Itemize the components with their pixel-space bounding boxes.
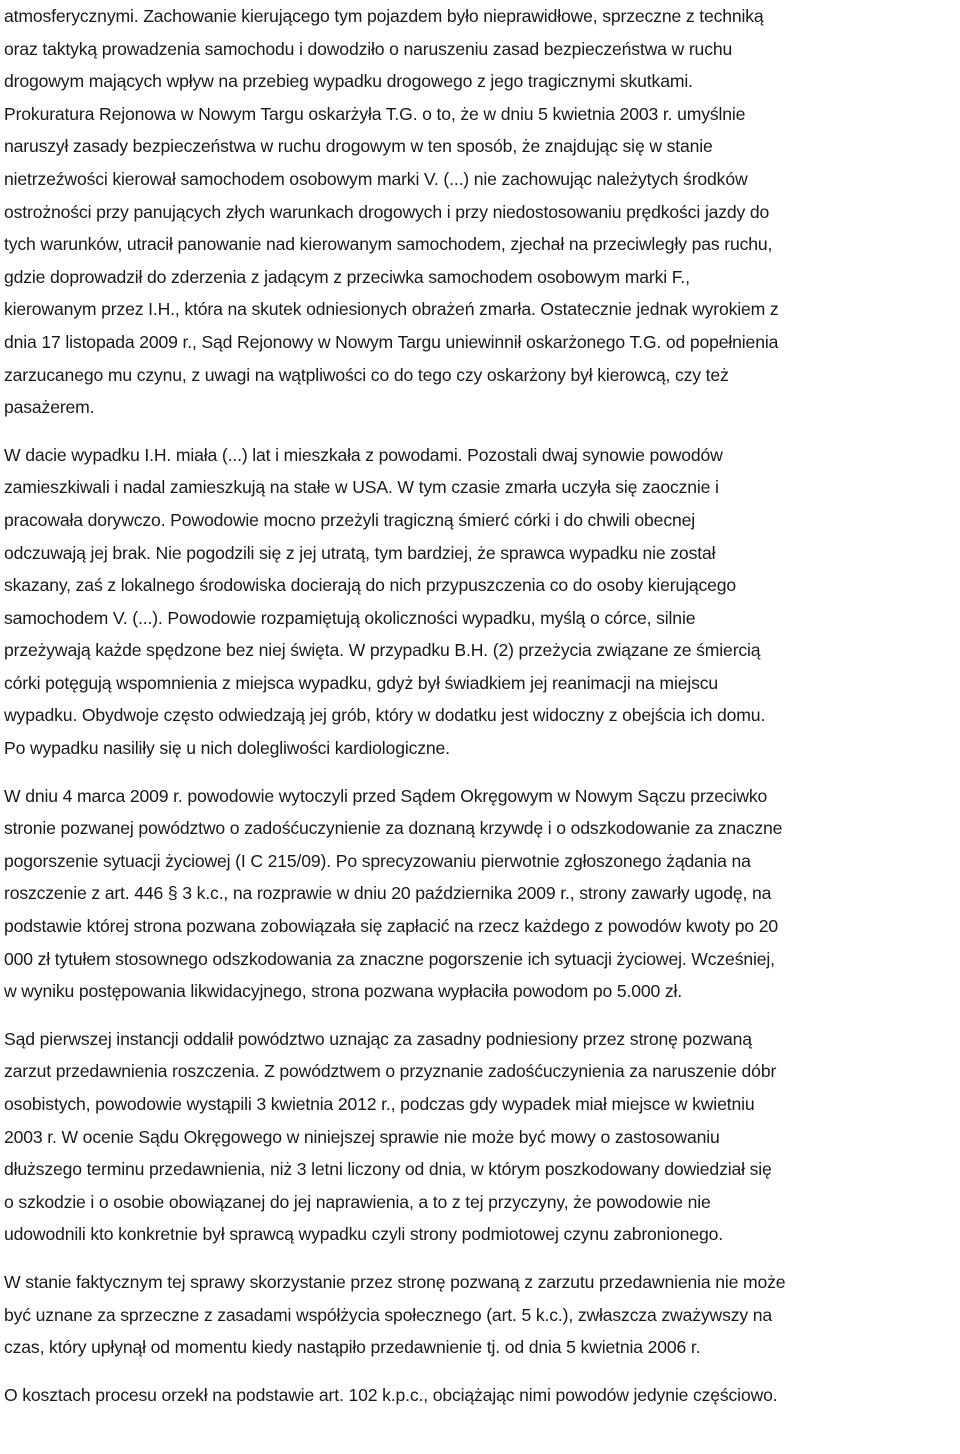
text-line: W dacie wypadku I.H. miała (...) lat i mieszkała z powodami. Pozostali dwaj synowie powodów bbox=[4, 444, 723, 465]
text-line: czas, który upłynął od momentu kiedy nastąpiło przedawnienie tj. od dnia 5 kwietnia 2006 r. bbox=[4, 1337, 701, 1358]
paragraph-gap bbox=[4, 1251, 954, 1266]
text-line: gdzie doprowadził do zderzenia z jadącym z przeciwka samochodem osobowym marki F., bbox=[4, 266, 690, 287]
paragraph-gap bbox=[4, 1364, 954, 1379]
text-line: zamieszkiwali i nadal zamieszkują na stałe w USA. W tym czasie zmarła uczyła się zaocznie i bbox=[4, 477, 719, 498]
text-line: pracowała dorywczo. Powodowie mocno przeżyli tragiczną śmierć córki i do chwili obecnej bbox=[4, 509, 695, 530]
text-line: W dniu 4 marca 2009 r. powodowie wytoczyli przed Sądem Okręgowym w Nowym Sączu przeciwko bbox=[4, 785, 768, 806]
paragraph-gap bbox=[4, 765, 954, 780]
text-line: tych warunków, utracił panowanie nad kierowanym samochodem, zjechał na przeciwległy pas ruchu, bbox=[4, 234, 773, 255]
text-line: dłuższego terminu przedawnienia, niż 3 letni liczony od dnia, w którym poszkodowany dowiedział się bbox=[4, 1159, 772, 1180]
text-line: atmosferycznymi. Zachowanie kierującego tym pojazdem było nieprawidłowe, sprzeczne z techniką bbox=[4, 6, 764, 26]
text-line: samochodem V. (...). Powodowie rozpamiętują okoliczności wypadku, myślą o córce, silnie bbox=[4, 607, 696, 628]
text-line: przeżywają każde spędzone bez niej święta. W przypadku B.H. (2) przeżycia związane ze śmiercią bbox=[4, 640, 761, 661]
text-line: oraz taktyką prowadzenia samochodu i dowodziło o naruszeniu zasad bezpieczeństwa w ruchu bbox=[4, 38, 733, 59]
paragraph-gap bbox=[4, 424, 954, 439]
text-line: pasażerem. bbox=[4, 397, 95, 418]
paragraph-2 bbox=[4, 439, 954, 765]
text-line: wypadku. Obydwoje często odwiedzają jej grób, który w dodatku jest widoczny z obejścia ich domu. bbox=[4, 705, 766, 726]
text-line: córki potęgują wspomnienia z miejsca wypadku, gdyż był świadkiem jej reanimacji na miejscu bbox=[4, 672, 719, 693]
text-line: skazany, zaś z lokalnego środowiska docierają do nich przypuszczenia co do osoby kierującego bbox=[4, 575, 737, 596]
text-line: dnia 17 listopada 2009 r., Sąd Rejonowy w Nowym Targu uniewinnił oskarżonego T.G. od popełnienia bbox=[4, 331, 779, 352]
text-line: zarzut przedawnienia roszczenia. Z powództwem o przyznanie zadośćuczynienia za naruszenie dóbr bbox=[4, 1061, 777, 1082]
document-page bbox=[4, 0, 954, 1411]
text-line: stronie pozwanej powództwo o zadośćuczynienie za doznaną krzywdę i o odszkodowanie za znaczne bbox=[4, 818, 783, 839]
text-line: Sąd pierwszej instancji oddalił powództwo uznając za zasadny podniesiony przez stronę pozwaną bbox=[4, 1028, 752, 1049]
text-line: naruszył zasady bezpieczeństwa w ruchu drogowym w ten sposób, że znajdując się w stanie bbox=[4, 136, 713, 157]
text-line: roszczenie z art. 446 § 3 k.c., na rozprawie w dniu 20 października 2009 r., strony zawarły ugodę, na bbox=[4, 883, 772, 904]
text-line: pogorszenie sytuacji życiowej (I C 215/09). Po sprecyzowaniu pierwotnie zgłoszonego żądania na bbox=[4, 850, 751, 871]
text-line: 000 zł tytułem stosownego odszkodowania za znaczne pogorszenie ich sytuacji życiowej. Wcześniej, bbox=[4, 948, 775, 969]
text-line: Po wypadku nasiliły się u nich dolegliwości kardiologiczne. bbox=[4, 738, 450, 759]
text-line: w wyniku postępowania likwidacyjnego, strona pozwana wypłaciła powodom po 5.000 zł. bbox=[4, 981, 683, 1002]
paragraph-6 bbox=[4, 1379, 954, 1412]
text-line: osobistych, powodowie wystąpili 3 kwietnia 2012 r., podczas gdy wypadek miał miejsce w kwietniu bbox=[4, 1094, 755, 1114]
text-line: O kosztach procesu orzekł na podstawie art. 102 k.p.c., obciążając nimi powodów jedynie częściowo. bbox=[4, 1384, 778, 1405]
paragraph-3 bbox=[4, 780, 954, 1008]
text-line: ostrożności przy panujących złych warunkach drogowych i przy niedostosowaniu prędkości jazdy do bbox=[4, 201, 770, 222]
text-line: być uznane za sprzeczne z zasadami współżycia społecznego (art. 5 k.c.), zwłaszcza zważywszy na bbox=[4, 1304, 773, 1325]
text-line: W stanie faktycznym tej sprawy skorzystanie przez stronę pozwaną z zarzutu przedawnienia nie może bbox=[4, 1271, 786, 1292]
text-line: kierowanym przez I.H., która na skutek odniesionych obrażeń zmarła. Ostatecznie jednak wyrokiem z bbox=[4, 299, 779, 320]
text-line: nietrzeźwości kierował samochodem osobowym marki V. (...) nie zachowując należytych środków bbox=[4, 168, 748, 189]
text-line: podstawie której strona pozwana zobowiązała się zapłacić na rzecz każdego z powodów kwoty po 20 bbox=[4, 916, 778, 937]
text-line: drogowym mających wpływ na przebieg wypadku drogowego z jego tragicznymi skutkami. bbox=[4, 71, 693, 92]
text-line: zarzucanego mu czynu, z uwagi na wątpliwości co do tego czy oskarżony był kierowcą, czy też bbox=[4, 364, 729, 385]
paragraph-5 bbox=[4, 1266, 954, 1364]
text-line: o szkodzie i o osobie obowiązanej do jej naprawienia, a to z tej przyczyny, że powodowie nie bbox=[4, 1191, 711, 1212]
text-line: odczuwają jej brak. Nie pogodzili się z jej utratą, tym bardziej, że sprawca wypadku nie został bbox=[4, 542, 716, 563]
text-line: 2003 r. W ocenie Sądu Okręgowego w niniejszej sprawie nie może być mowy o zastosowaniu bbox=[4, 1126, 720, 1147]
paragraph-gap bbox=[4, 1008, 954, 1023]
paragraph-4 bbox=[4, 1023, 954, 1251]
text-line: Prokuratura Rejonowa w Nowym Targu oskarżyła T.G. o to, że w dniu 5 kwietnia 2003 r. umyślnie bbox=[4, 103, 746, 124]
text-line: udowodnili kto konkretnie był sprawcą wypadku czyli strony podmiotowej czynu zabronionego. bbox=[4, 1224, 723, 1245]
paragraph-1 bbox=[4, 0, 954, 424]
